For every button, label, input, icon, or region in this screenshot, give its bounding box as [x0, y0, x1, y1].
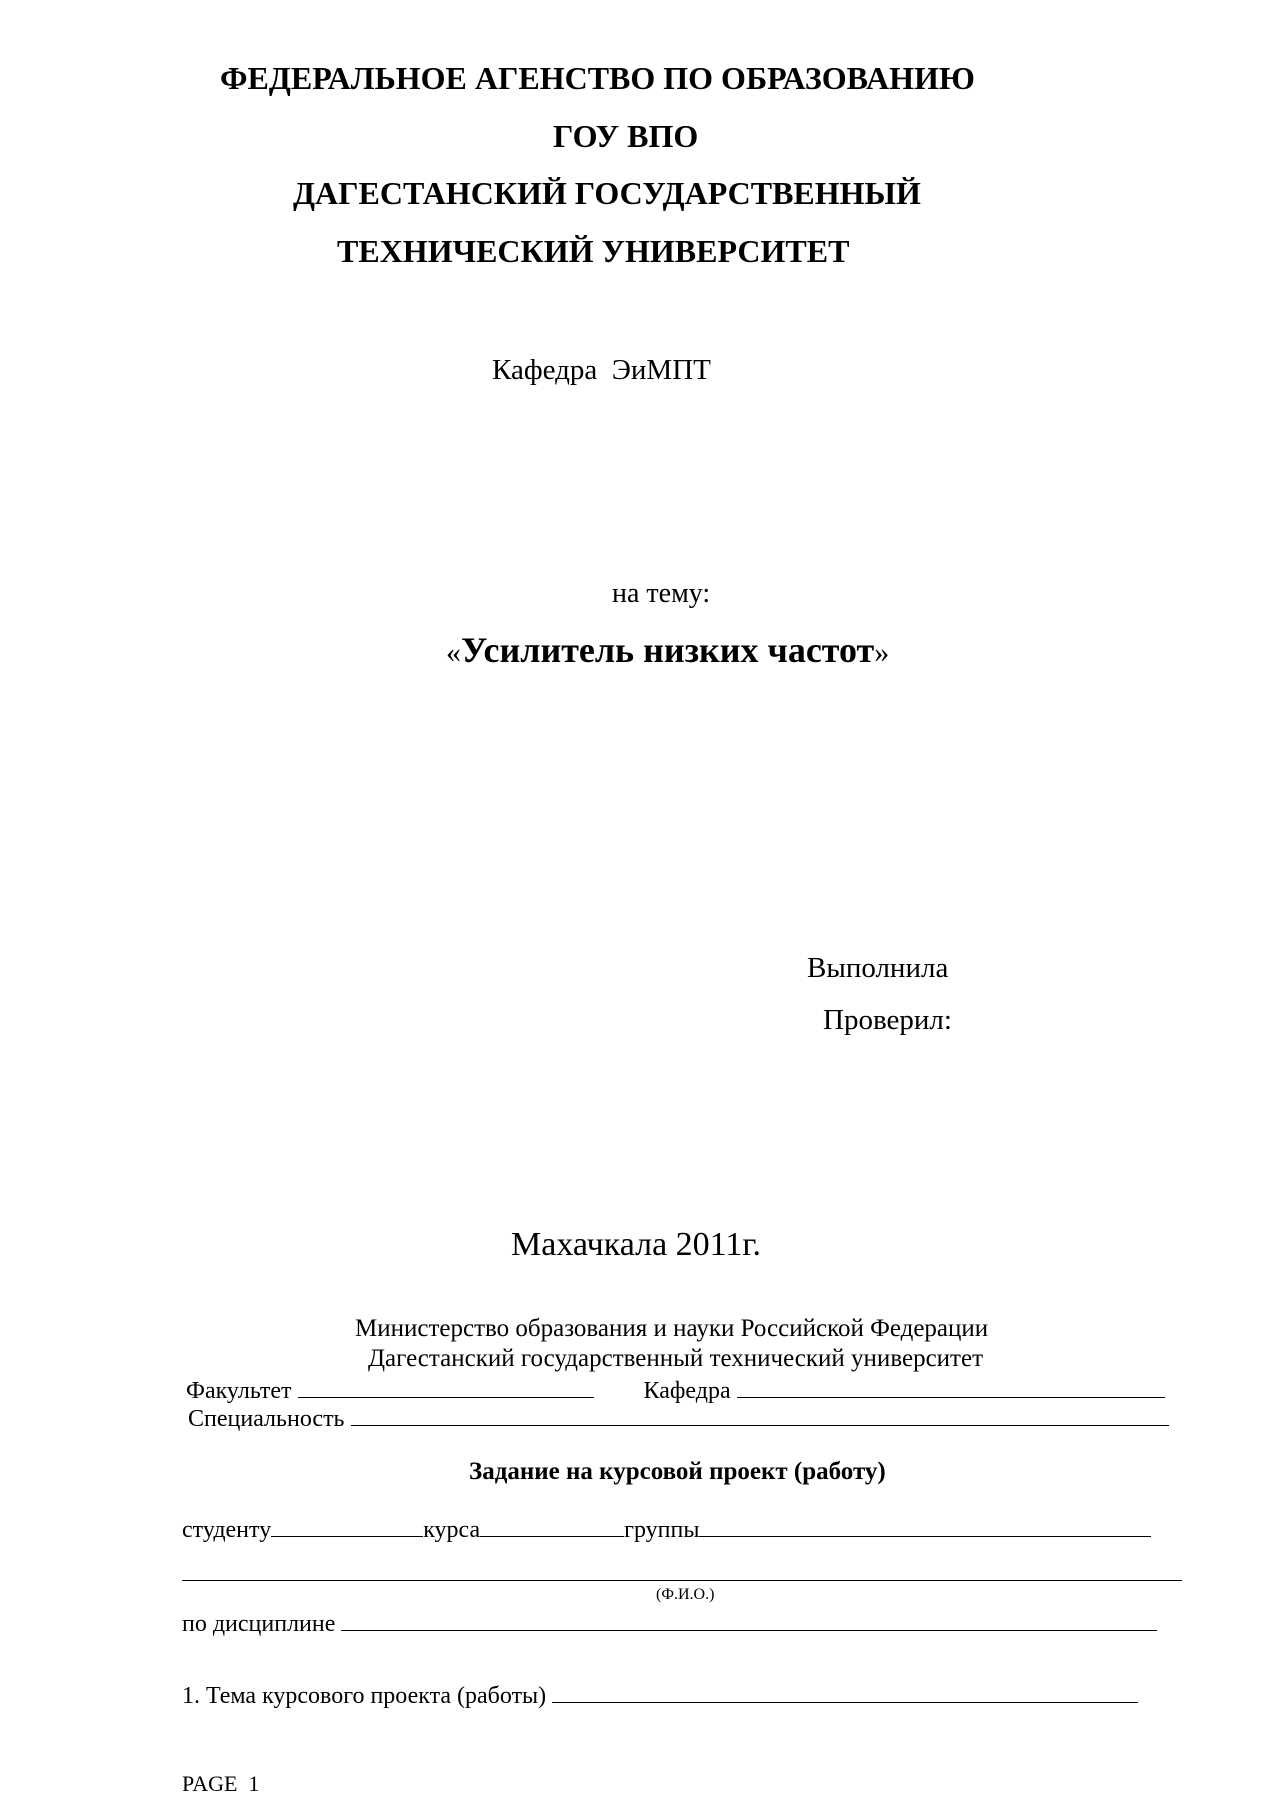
page-number: PAGE 1 [182, 1771, 260, 1796]
checked-by-label: Проверил: [823, 1004, 952, 1036]
header-institution-type: ГОУ ВПО [553, 118, 699, 154]
student-label: студенту [182, 1517, 272, 1543]
header-agency: ФЕДЕРАЛЬНОЕ АГЕНСТВО ПО ОБРАЗОВАНИЮ [220, 60, 975, 96]
fio-line[interactable] [182, 1580, 1182, 1581]
header-university-line2: ТЕХНИЧЕСКИЙ УНИВЕРСИТЕТ [337, 233, 850, 269]
topic-intro: на тему: [612, 578, 711, 609]
specialty-label: Специальность [188, 1406, 345, 1432]
chair-field[interactable] [737, 1373, 1165, 1398]
student-row [182, 1512, 1151, 1544]
discipline-field[interactable] [341, 1606, 1157, 1631]
specialty-row [188, 1401, 1169, 1433]
chair-label: Кафедра [643, 1378, 731, 1404]
quote-open: « [446, 636, 461, 669]
discipline-row [182, 1606, 1157, 1638]
ministry-name: Министерство образования и науки Российской Федерации [355, 1315, 989, 1342]
project-title-text: Усилитель низких частот [461, 630, 875, 670]
university-name: Дагестанский государственный технический университет [368, 1345, 983, 1372]
assignment-heading: Задание на курсовой проект (работу) [469, 1458, 886, 1485]
city-year: Махачкала 2011г. [511, 1226, 762, 1263]
fio-caption: (Ф.И.О.) [656, 1586, 715, 1603]
course-label: курса [423, 1517, 481, 1543]
department-name: Кафедра ЭиМПТ [492, 354, 711, 386]
group-label: группы [624, 1517, 700, 1543]
performed-by-label: Выполнила [807, 952, 949, 984]
student-course-field[interactable] [271, 1512, 423, 1537]
course-group-field[interactable] [480, 1512, 624, 1537]
topic-item-label: 1. Тема курсового проекта (работы) [182, 1683, 547, 1709]
topic-item-row [182, 1678, 1138, 1710]
faculty-field[interactable] [298, 1373, 594, 1398]
topic-item-field[interactable] [552, 1678, 1138, 1703]
project-title [446, 632, 889, 668]
group-field[interactable] [699, 1512, 1151, 1537]
discipline-label: по дисциплине [182, 1611, 336, 1637]
specialty-field[interactable] [351, 1401, 1169, 1426]
header-university-line1: ДАГЕСТАНСКИЙ ГОСУДАРСТВЕННЫЙ [293, 175, 921, 211]
faculty-label: Факультет [186, 1378, 292, 1404]
quote-close: » [874, 636, 890, 669]
